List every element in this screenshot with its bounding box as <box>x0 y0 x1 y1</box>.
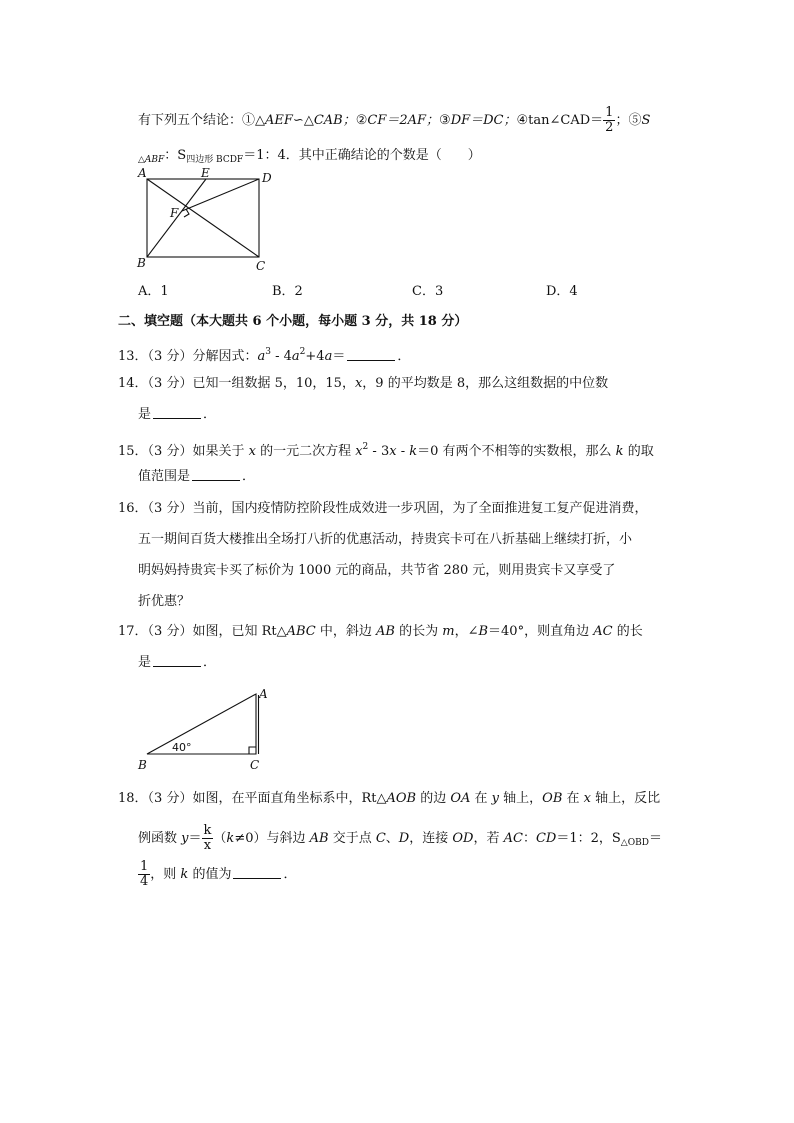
q14-text1: 已知一组数据 5，10，15， <box>192 376 355 391</box>
q13-mid: - 4 <box>270 349 292 364</box>
q14-line1 <box>118 374 608 394</box>
q18-end: ． <box>283 867 297 882</box>
answer-blank[interactable] <box>347 348 395 361</box>
q15-k: k <box>409 444 418 459</box>
q17-f: 的长 <box>612 624 643 639</box>
q18-l2i: ＝1：2，S <box>556 831 621 846</box>
q13-a3: a <box>324 349 333 364</box>
diagonal-ac <box>147 179 259 257</box>
q18-ab: AB <box>309 831 329 846</box>
q13-a2: a <box>291 349 300 364</box>
q17-num: 17． <box>118 624 148 639</box>
q18-fraction <box>202 824 214 853</box>
q12-tail: ＝1：4．其中正确结论的个数是（ ） <box>243 148 481 163</box>
q18-eq: ＝ <box>188 831 202 846</box>
c4-post: ； <box>615 113 629 128</box>
c1: △AEF∽△CAB； <box>255 113 356 128</box>
label-a: A <box>259 687 268 701</box>
angle-label: 40° <box>172 741 192 754</box>
c3-num: ③ <box>439 113 451 128</box>
c5-num: ⑤ <box>628 113 642 128</box>
q18-num: 18． <box>118 791 148 806</box>
q18-aob: AOB <box>386 791 417 806</box>
q13-text: 分解因式： <box>192 349 258 364</box>
option-b: B．2 <box>272 284 303 299</box>
q18-l3b: 的值为 <box>188 867 232 882</box>
q18-e: 在 <box>562 791 584 806</box>
option-c: C．3 <box>412 284 444 299</box>
q14-text1b: ，9 的平均数是 8，那么这组数据的中位数 <box>362 376 609 391</box>
q18-l2h: ： <box>522 831 536 846</box>
q18-cvar: C <box>375 831 386 846</box>
q15-exp: 2 <box>362 442 369 452</box>
q15-b: 的一元二次方程 <box>255 444 356 459</box>
q15-x2: x <box>355 444 363 459</box>
q18-line1 <box>118 789 660 809</box>
q15-line1 <box>118 437 654 462</box>
q16-score: （3 分） <box>147 501 193 516</box>
c3: DF＝DC； <box>450 113 517 128</box>
q17-d: ，∠ <box>454 624 479 639</box>
q17-text2: 是 <box>138 655 152 670</box>
q17-ac: AC <box>593 624 613 639</box>
q18-l2a: 例函数 <box>138 831 182 846</box>
q12-line1 <box>138 106 650 135</box>
c4-pre: tan∠CAD＝ <box>528 113 604 128</box>
q13-tail: +4 <box>305 349 325 364</box>
q13-end: ． <box>397 349 411 364</box>
q15-x: x <box>248 444 256 459</box>
answer-blank[interactable] <box>153 406 201 419</box>
label-b: B <box>138 758 147 772</box>
q18-frac-num: k <box>203 823 212 838</box>
q15-d: - <box>396 444 410 459</box>
q18-d: 轴上， <box>499 791 543 806</box>
q18-y: y <box>491 791 500 806</box>
q18-l2d: 交于点 <box>328 831 376 846</box>
q15-x3: x <box>389 444 397 459</box>
q18-ac: AC <box>503 831 523 846</box>
area-sub-abf: △ABF <box>138 155 165 165</box>
answer-blank[interactable] <box>192 468 240 481</box>
q18-line3 <box>138 860 296 889</box>
q17-figure <box>132 682 272 774</box>
q18-oa: OA <box>450 791 471 806</box>
q17-ab: AB <box>376 624 395 639</box>
label-d: D <box>262 171 272 185</box>
q17-m: m <box>442 624 455 639</box>
q17-line2 <box>138 653 216 673</box>
q18-sub: △OBD <box>620 838 649 848</box>
q15-num: 15． <box>118 444 148 459</box>
q18-l2j: ＝ <box>648 831 662 846</box>
area-colon: ：S <box>164 148 187 163</box>
q18-k: k <box>226 831 235 846</box>
q17-bvar: B <box>478 624 489 639</box>
q18-x: x <box>583 791 591 806</box>
q18-quarter-fraction <box>138 860 150 889</box>
q15-e: ＝0 有两个不相等的实数根，那么 <box>417 444 616 459</box>
q13-a: a <box>257 349 266 364</box>
q16-num: 16． <box>118 501 148 516</box>
q18-l2g: ，若 <box>473 831 504 846</box>
q18-l2f: ，连接 <box>409 831 453 846</box>
q17-score: （3 分） <box>147 624 193 639</box>
q18-l3a: ，则 <box>150 867 181 882</box>
c2-num: ② <box>355 113 368 128</box>
q18-score: （3 分） <box>147 791 193 806</box>
q18-k2: k <box>180 867 189 882</box>
q18-l2c: ≠0）与斜边 <box>234 831 310 846</box>
q12-figure <box>130 166 280 274</box>
q18-od: OD <box>452 831 474 846</box>
c4-fraction <box>603 106 615 135</box>
label-a: A <box>138 166 147 180</box>
q13-num: 13． <box>118 349 148 364</box>
q18-q-num: 1 <box>140 859 149 874</box>
q14-x: x <box>354 376 363 391</box>
q18-frac-den: x <box>203 838 212 853</box>
q18-dvar: D <box>398 831 410 846</box>
q17-b: 中，斜边 <box>315 624 377 639</box>
q14-end: ． <box>203 407 217 422</box>
q16-line1 <box>118 499 647 519</box>
q18-ob: OB <box>542 791 563 806</box>
q15-end: ． <box>242 469 256 484</box>
q13-score: （3 分） <box>147 349 193 364</box>
q18-a: 如图，在平面直角坐标系中，Rt△ <box>192 791 387 806</box>
answer-blank[interactable] <box>233 866 281 879</box>
option-a: A．1 <box>138 284 169 299</box>
option-d: D．4 <box>546 284 578 299</box>
q16-line3: 明妈妈持贵宾卡买了标价为 1000 元的商品，共节省 280 元，则用贵宾卡又享受了 <box>138 563 616 578</box>
q16-text1: 当前，国内疫情防控阶段性成效进一步巩固，为了全面推进复工复产促进消费， <box>192 501 648 516</box>
answer-blank[interactable] <box>153 654 201 667</box>
c4-num: ④ <box>516 113 529 128</box>
label-f: F <box>170 206 179 220</box>
section-title: 二、填空题（本大题共 6 个小题，每小题 3 分，共 18 分） <box>118 314 468 329</box>
q15-score: （3 分） <box>147 444 193 459</box>
q13-eq: ＝ <box>332 349 346 364</box>
q15-line2 <box>138 467 255 487</box>
c4-frac-den: 2 <box>605 120 614 135</box>
q18-l2b: （ <box>213 831 227 846</box>
right-angle-mark <box>249 747 256 754</box>
label-c: C <box>250 758 260 772</box>
q18-f: 轴上，反比 <box>590 791 661 806</box>
q18-q-den: 4 <box>140 874 149 889</box>
c5-s: S <box>641 113 651 128</box>
q17-line1 <box>118 622 643 642</box>
q15-k2: k <box>615 444 624 459</box>
c1-num: ① <box>242 113 256 128</box>
q17-end: ． <box>203 655 217 670</box>
q18-y2: y <box>181 831 189 846</box>
q15-a: 如果关于 <box>192 444 249 459</box>
q14-line2 <box>138 405 216 425</box>
label-c: C <box>256 259 266 273</box>
q16-line4: 折优惠？ <box>138 594 191 609</box>
q13 <box>118 342 410 367</box>
q15-text2: 值范围是 <box>138 469 191 484</box>
q14-score: （3 分） <box>147 376 193 391</box>
q18-cd: CD <box>535 831 557 846</box>
q14-text2: 是 <box>138 407 152 422</box>
q17-abc: ABC <box>286 624 316 639</box>
label-b: B <box>137 256 146 270</box>
q16-line2: 五一期间百货大楼推出全场打八折的优惠活动，持贵宾卡可在八折基础上继续打折，小 <box>138 532 633 547</box>
q18-l2e: 、 <box>385 831 399 846</box>
area-sub-bcdf: 四边形 BCDF <box>186 155 244 165</box>
q18-line2 <box>138 824 662 853</box>
q17-a: 如图，已知 Rt△ <box>192 624 287 639</box>
q17-c: 的长为 <box>394 624 443 639</box>
q13-exp2: 2 <box>299 347 306 357</box>
triangle-abc <box>147 694 256 754</box>
q15-f: 的取 <box>623 444 654 459</box>
label-e: E <box>201 166 210 180</box>
c2: CF＝2AF； <box>367 113 440 128</box>
q15-c: - 3 <box>368 444 390 459</box>
q17-e: ＝40°，则直角边 <box>488 624 594 639</box>
q18-c: 在 <box>470 791 492 806</box>
q18-b: 的边 <box>416 791 451 806</box>
q14-num: 14． <box>118 376 148 391</box>
q12-stem: 有下列五个结论： <box>138 113 243 128</box>
c4-frac-num: 1 <box>605 105 614 120</box>
q13-exp1: 3 <box>265 347 271 357</box>
